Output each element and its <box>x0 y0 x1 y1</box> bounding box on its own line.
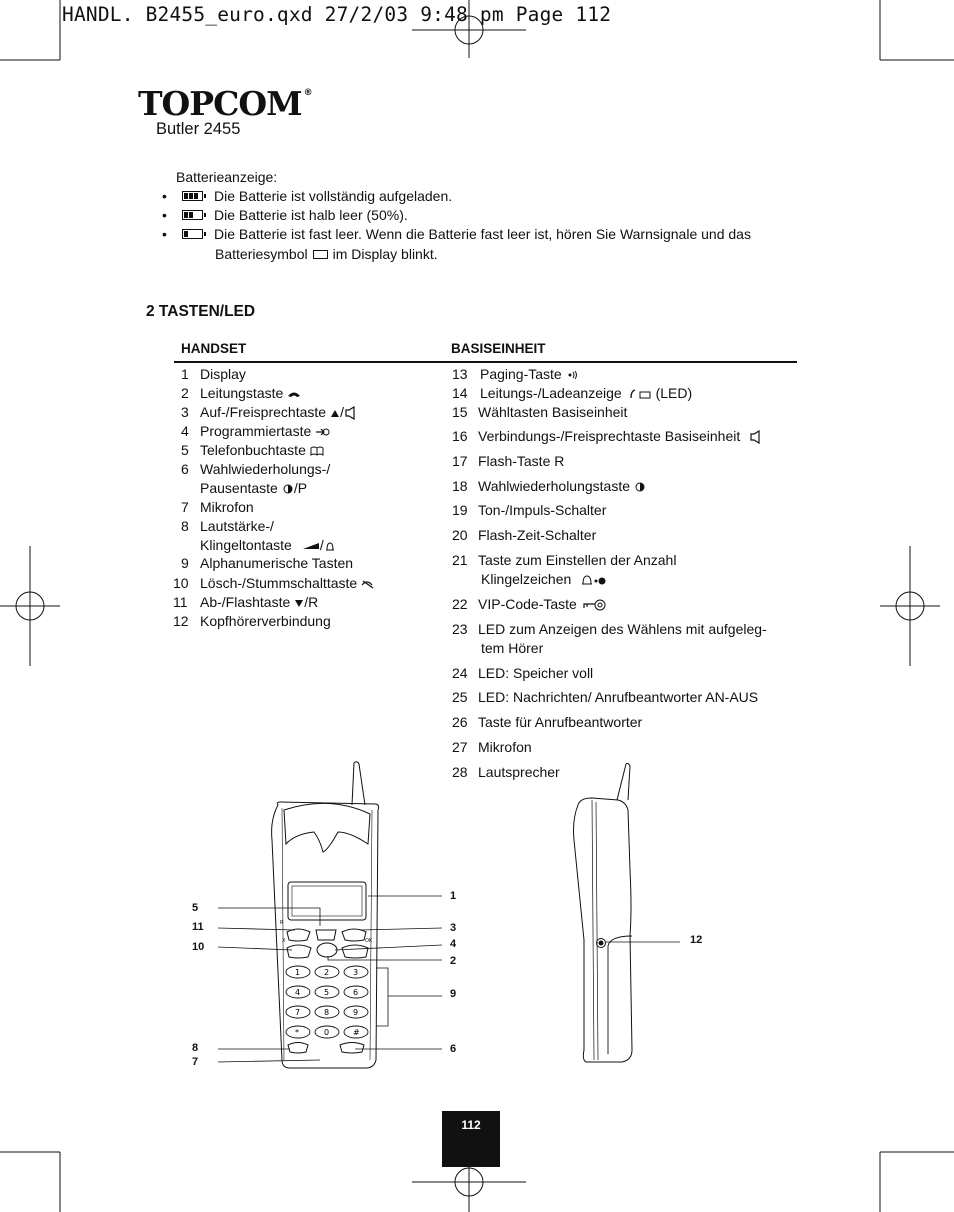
handset-item-5: 5 Telefonbuchtaste <box>181 442 324 458</box>
callout-4: 4 <box>450 938 457 950</box>
base-item-22: 22 VIP-Code-Taste <box>452 596 607 612</box>
bullet: • <box>162 207 167 223</box>
base-item-19: 19 Ton-/Impuls-Schalter <box>452 502 607 518</box>
vip-key-icon <box>583 599 607 611</box>
handset-side-drawing <box>570 760 680 1070</box>
keypad-key-label: 4 <box>295 988 301 997</box>
battery-item-full <box>162 188 452 204</box>
bell-icon <box>325 541 335 552</box>
up-triangle-icon <box>330 409 340 418</box>
handset-item-2: 2 Leitungstaste <box>181 385 301 401</box>
base-item-24: 24 LED: Speicher voll <box>452 665 594 681</box>
handset-item-9: 9 Alphanumerische Tasten <box>181 555 354 571</box>
key-label-r: R <box>280 920 284 926</box>
base-item-18: 18 Wahlwiederholungstaste <box>452 478 646 494</box>
mute-icon <box>361 579 375 589</box>
callout-1: 1 <box>450 890 457 902</box>
registered-mark: ® <box>303 88 312 98</box>
callout-10: 10 <box>192 941 205 953</box>
battery-full-icon <box>182 191 203 201</box>
keypad-key-label: 6 <box>353 988 359 997</box>
battery-empty-icon <box>313 250 328 259</box>
callout-8: 8 <box>192 1042 199 1054</box>
handset-item-6: 6 Wahlwiederholungs-/ <box>181 461 331 477</box>
callout-3: 3 <box>450 922 457 934</box>
handset-item-3: 3 Auf-/Freisprechtaste / <box>181 404 357 420</box>
handset-item-12: 12 Kopfhörerverbindung <box>173 613 331 629</box>
speaker-icon <box>750 430 762 444</box>
handset-item-6-line2: Pausentaste /P <box>200 480 308 496</box>
phone-handset-icon <box>287 390 301 398</box>
phonebook-icon <box>310 446 324 456</box>
file-header: HANDL. B2455_euro.qxd 27/2/03 9:48 pm Page 112 <box>62 3 612 26</box>
base-item-13: 13 Paging-Taste <box>452 366 578 382</box>
handset-item-10: 10 Lösch-/Stummschalttaste <box>173 575 375 591</box>
handset-item-1: 1 Display <box>181 366 246 382</box>
base-item-16: 16 Verbindungs-/Freisprechtaste Basiseinheit <box>452 428 762 444</box>
redial-icon <box>634 482 646 492</box>
callout-5: 5 <box>192 902 199 914</box>
base-item-28: 28 Lautsprecher <box>452 764 560 780</box>
handset-item-11: 11 Ab-/Flashtaste /R <box>173 594 319 610</box>
keypad-key-label: 3 <box>353 968 359 977</box>
section-title: 2 TASTEN/LED <box>146 303 256 320</box>
paging-icon <box>566 370 578 380</box>
keypad-key-label: 2 <box>324 968 330 977</box>
handset-heading: HANDSET <box>181 341 247 356</box>
page-number: 112 <box>442 1111 500 1167</box>
key-label-ok: OK <box>365 938 373 944</box>
handset-item-8: 8 Lautstärke-/ <box>181 518 274 534</box>
keypad-key-label: 5 <box>324 988 330 997</box>
base-item-23: 23 LED zum Anzeigen des Wählens mit aufgeleg- <box>452 621 767 637</box>
handset-item-4: 4 Programmiertaste <box>181 423 331 439</box>
logo-text: TOPCOM <box>138 84 302 123</box>
base-item-21: 21 Taste zum Einstellen der Anzahl <box>452 552 677 568</box>
battery-half-icon <box>182 210 203 220</box>
callout-11: 11 <box>192 921 204 933</box>
keypad-key-label: 8 <box>324 1008 330 1017</box>
keypad-key-label: # <box>353 1028 360 1037</box>
handset-item-7: 7 Mikrofon <box>181 499 254 515</box>
line-charge-icon <box>630 389 652 400</box>
battery-low-text: Die Batterie ist fast leer. Wenn die Batterie fast leer ist, hören Sie Warnsignale und das <box>214 226 751 242</box>
callout-9: 9 <box>450 988 457 1000</box>
battery-item-low <box>162 226 751 242</box>
battery-low-icon <box>182 229 203 239</box>
battery-heading: Batterieanzeige: <box>176 169 278 185</box>
topcom-logo <box>138 84 312 123</box>
battery-symbol-label: Batteriesymbol <box>215 246 308 262</box>
callout-12: 12 <box>690 934 703 946</box>
keypad <box>286 966 368 1038</box>
keypad-key-label: * <box>295 1028 299 1037</box>
base-item-23-line2: tem Hörer <box>481 640 544 656</box>
keypad-key-label: 9 <box>353 1008 359 1017</box>
base-item-26: 26 Taste für Anrufbeantworter <box>452 714 643 730</box>
base-item-20: 20 Flash-Zeit-Schalter <box>452 527 597 543</box>
callout-6: 6 <box>450 1043 457 1055</box>
key-label-x: X <box>282 938 286 944</box>
callout-2: 2 <box>450 955 457 967</box>
keypad-key-label: 0 <box>324 1028 330 1037</box>
battery-blink-text: im Display blinkt. <box>332 246 438 262</box>
battery-item-half <box>162 207 408 223</box>
base-item-14: 14 Leitungs-/Ladeanzeige (LED) <box>452 385 693 401</box>
down-triangle-icon <box>294 599 304 608</box>
callout-7: 7 <box>192 1056 199 1068</box>
base-item-25: 25 LED: Nachrichten/ Anrufbeantworter AN-AUS <box>452 689 759 705</box>
heading-rule <box>174 361 797 363</box>
base-item-15: 15 Wähltasten Basiseinheit <box>452 404 628 420</box>
keypad-key-label: 7 <box>295 1008 301 1017</box>
speaker-icon <box>345 406 357 420</box>
battery-full-text: Die Batterie ist vollständig aufgeladen. <box>214 188 453 204</box>
program-arrow-icon <box>315 426 331 438</box>
redial-icon <box>282 484 294 494</box>
model-name: Butler 2455 <box>156 120 241 138</box>
volume-wedge-icon <box>302 542 320 550</box>
keypad-key-label: 1 <box>295 968 301 977</box>
base-item-21-line2: Klingelzeichen <box>481 571 607 587</box>
handset-item-8-line2: Klingeltontaste / <box>200 537 335 553</box>
bullet: • <box>162 226 167 242</box>
base-item-17: 17 Flash-Taste R <box>452 453 565 469</box>
battery-half-text: Die Batterie ist halb leer (50%). <box>214 207 408 223</box>
bell-dots-icon <box>581 574 607 586</box>
battery-item-low-line2 <box>215 246 438 262</box>
handset-front-drawing <box>180 760 480 1080</box>
bullet: • <box>162 188 167 204</box>
base-heading: BASISEINHEIT <box>451 341 546 356</box>
base-item-27: 27 Mikrofon <box>452 739 532 755</box>
